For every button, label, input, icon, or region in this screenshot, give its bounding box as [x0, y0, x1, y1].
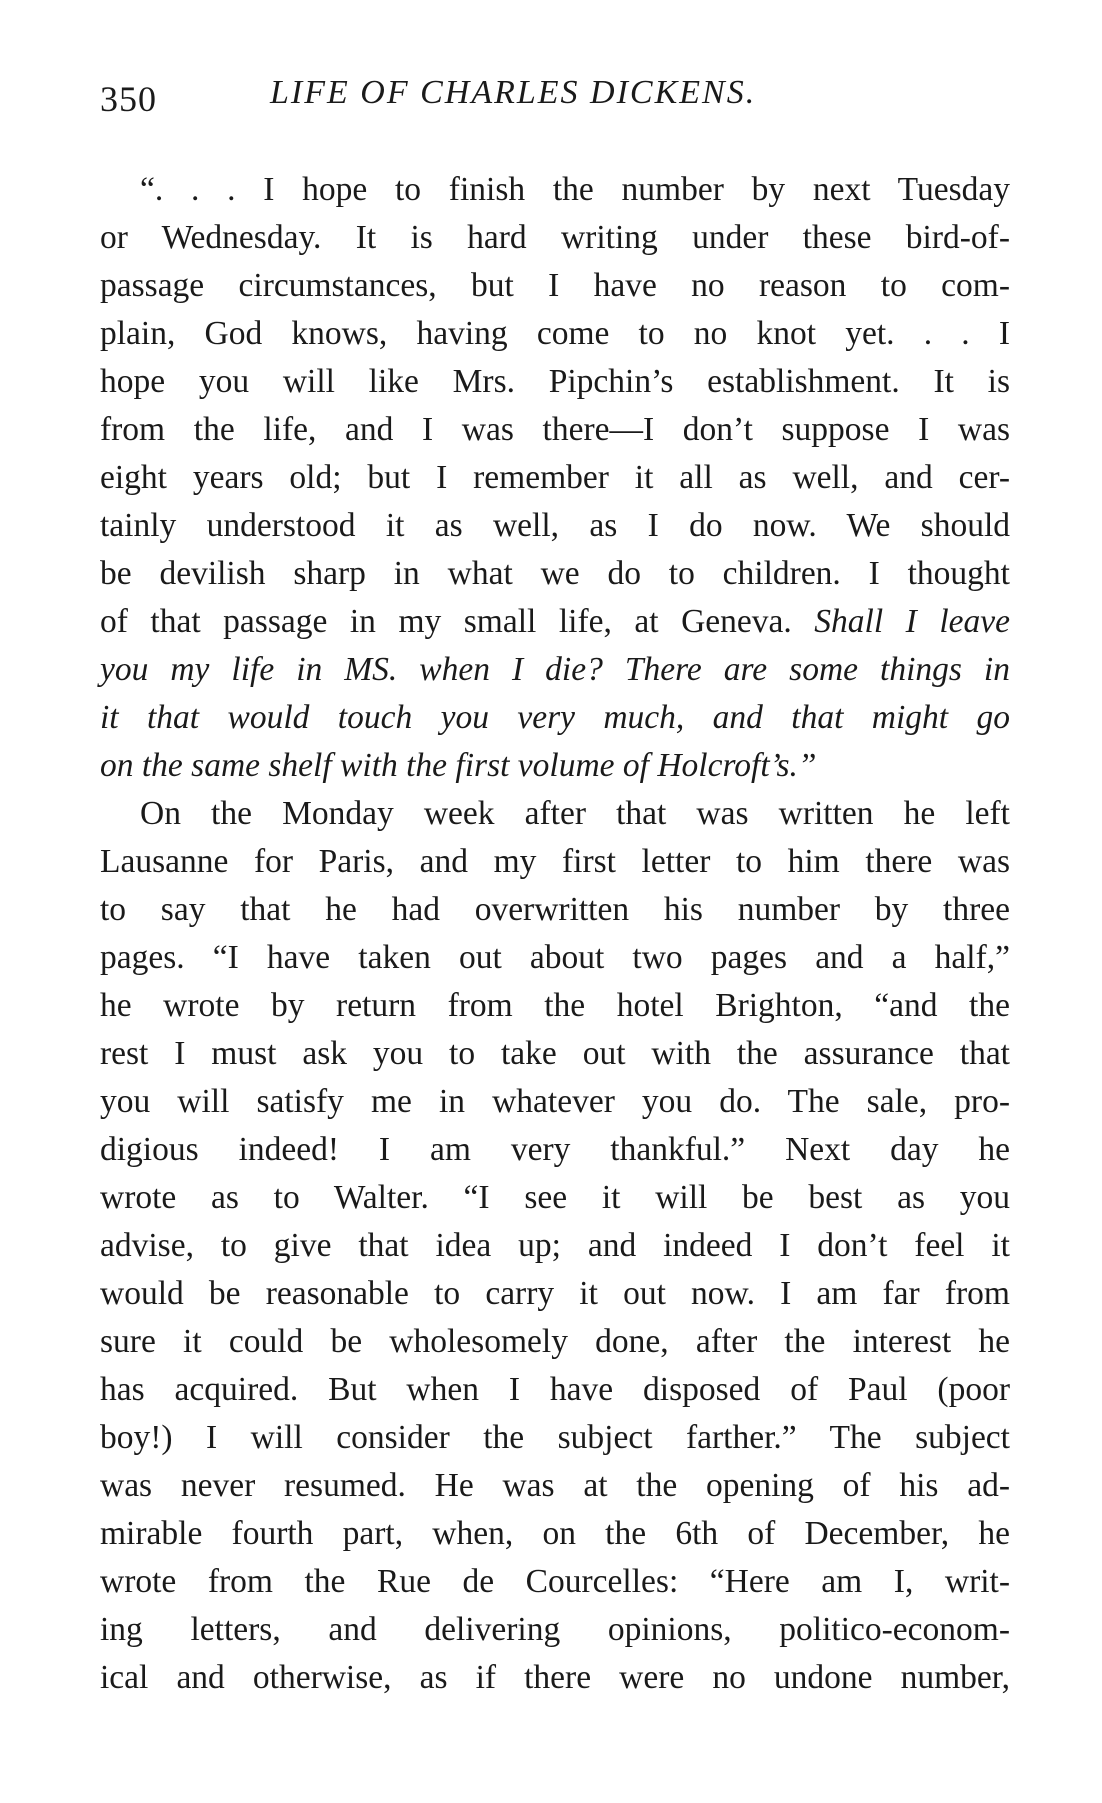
page-header [100, 74, 1010, 124]
text-line: ing letters, and delivering opinions, politico-econom- [100, 1611, 1010, 1648]
text-line: On the Monday week after that was written he left [140, 795, 1010, 832]
text-line: rest I must ask you to take out with the assurance that [100, 1035, 1010, 1072]
text-line: has acquired. But when I have disposed of Paul (poor [100, 1371, 1010, 1408]
page-number: 350 [100, 79, 157, 119]
text-line: pages. “I have taken out about two pages and a half,” [100, 939, 1010, 976]
text-line: wrote from the Rue de Courcelles: “Here am I, writ- [100, 1563, 1010, 1600]
text-line: plain, God knows, having come to no knot yet. . . I [100, 315, 1010, 352]
text-line: passage circumstances, but I have no reason to com- [100, 267, 1010, 304]
text-line: be devilish sharp in what we do to children. I thought [100, 555, 1010, 592]
text-line: ical and otherwise, as if there were no undone number, [100, 1659, 1010, 1696]
text-line: boy!) I will consider the subject farther.” The subject [100, 1419, 1010, 1456]
text-line: eight years old; but I remember it all as well, and cer- [100, 459, 1010, 496]
italic-text-segment: Shall I leave [814, 603, 1010, 640]
text-line: tainly understood it as well, as I do now. We should [100, 507, 1010, 544]
text-line: sure it could be wholesomely done, after the interest he [100, 1323, 1010, 1360]
text-line: hope you will like Mrs. Pipchin’s establishment. It is [100, 363, 1010, 400]
italic-text-line: on the same shelf with the first volume of Holcroft’s.” [100, 747, 817, 784]
text-line: wrote as to Walter. “I see it will be best as you [100, 1179, 1010, 1216]
text-line: Lausanne for Paris, and my first letter to him there was [100, 843, 1010, 880]
italic-text-line: it that would touch you very much, and that might go [100, 699, 1010, 736]
text-line: to say that he had overwritten his number by three [100, 891, 1010, 928]
italic-text-line: you my life in MS. when I die? There are some things in [100, 651, 1010, 688]
text-line: he wrote by return from the hotel Brighton, “and the [100, 987, 1010, 1024]
running-head: LIFE OF CHARLES DICKENS. [270, 74, 757, 111]
text-line: was never resumed. He was at the opening of his ad- [100, 1467, 1010, 1504]
text-segment: of that passage in my small life, at Geneva. [100, 603, 792, 640]
text-line: digious indeed! I am very thankful.” Next day he [100, 1131, 1010, 1168]
text-line: you will satisfy me in whatever you do. The sale, pro- [100, 1083, 1010, 1120]
text-line: would be reasonable to carry it out now. I am far from [100, 1275, 1010, 1312]
body-text [100, 166, 1010, 1702]
text-line: “. . . I hope to finish the number by next Tuesday [140, 171, 1010, 208]
text-line: from the life, and I was there—I don’t suppose I was [100, 411, 1010, 448]
text-line: or Wednesday. It is hard writing under these bird-of- [100, 219, 1010, 256]
text-line: mirable fourth part, when, on the 6th of December, he [100, 1515, 1010, 1552]
text-line [100, 598, 1010, 646]
text-line: advise, to give that idea up; and indeed I don’t feel it [100, 1227, 1010, 1264]
